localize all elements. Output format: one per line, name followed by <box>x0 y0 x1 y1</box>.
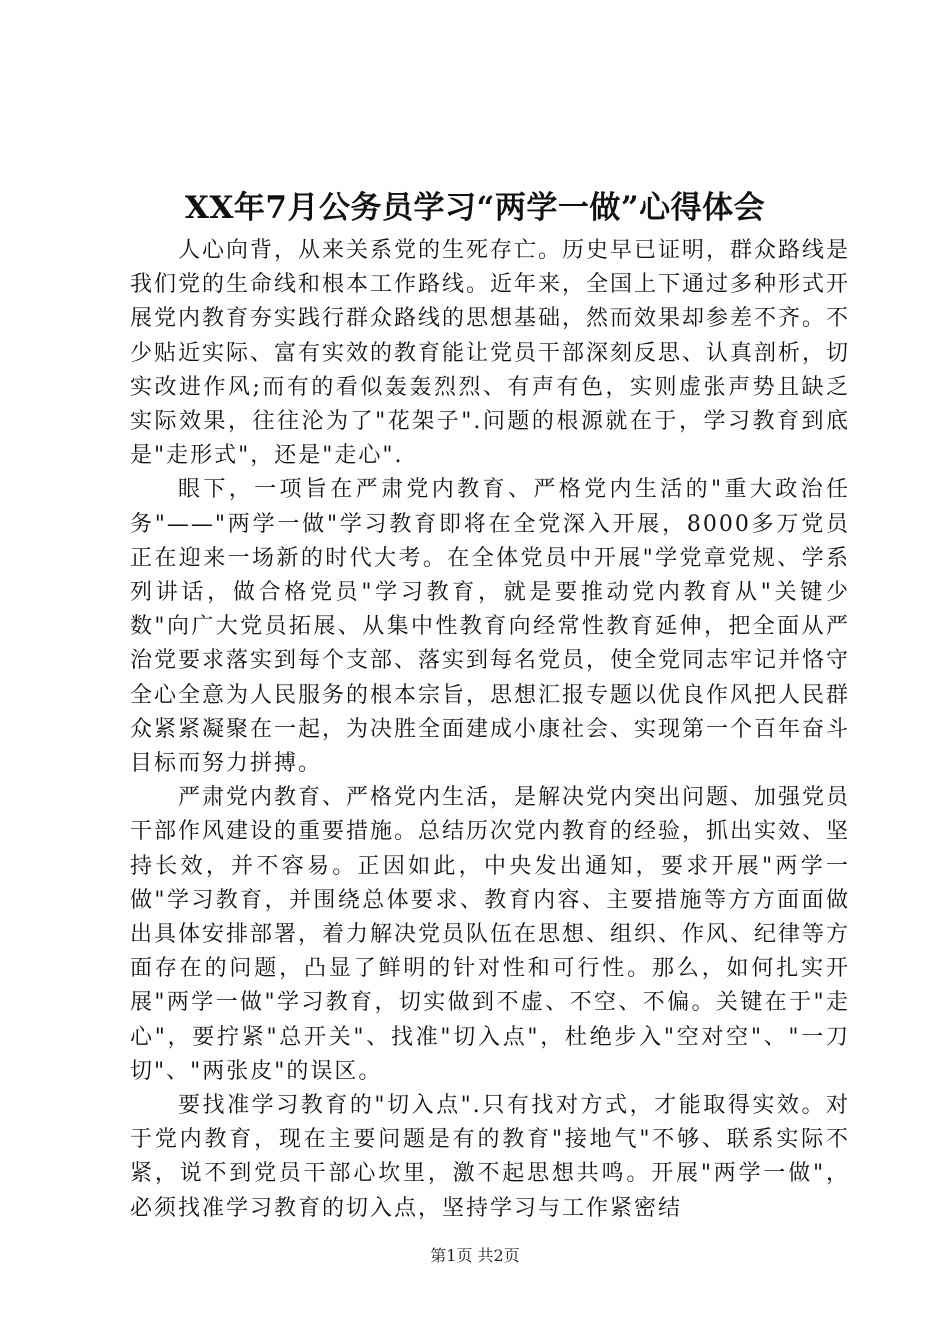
document-title: XX年7月公务员学习“两学一做”心得体会 <box>184 190 766 226</box>
paragraph-1: 人心向背，从来关系党的生死存亡。历史早已证明，群众路线是我们党的生命线和根本工作路线。近年来，全国上下通过多种形式开展党内教育夯实践行群众路线的思想基础，然而效果却参差不齐。不少贴近实际、富有实效的教育能让党员干部深刻反思、认真剖析，切实改进作风;而有的看似轰轰烈烈、有声有色，实则虚张声势且缺乏实际效果，往往沦为了"花架子".问题的根源就在于，学习教育到底是"走形式"，还是"走心". <box>130 238 851 469</box>
paragraph-4: 要找准学习教育的"切入点".只有找对方式，才能取得实效。对于党内教育，现在主要问题是有的教育"接地气"不够、联系实际不紧，说不到党员干部心坎里，激不起思想共鸣。开展"两学一做"，必须找准学习教育的切入点，坚持学习与工作紧密结 <box>130 1093 850 1221</box>
page-number: 第1页 共2页 <box>430 1246 520 1265</box>
document-body <box>130 234 850 1226</box>
paragraph-2: 眼下，一项旨在严肃党内教育、严格党内生活的"重大政治任务"——"两学一做"学习教育即将在全党深入开展，8000多万党员正在迎来一场新的时代大考。在全体党员中开展"学党章党规、学系列讲话，做合格党员"学习教育，就是要推动党内教育从"关键少数"向广大党员拓展、从集中性教育向经常性教育延伸，把全面从严治党要求落实到每个支部、落实到每名党员，使全党同志牢记并恪守全心全意为人民服务的根本宗旨，思想汇报专题以优良作风把人民群众紧紧凝聚在一起，为决胜全面建成小康社会、实现第一个百年奋斗目标而努力拼搏。 <box>130 477 851 777</box>
paragraph-3: 严肃党内教育、严格党内生活，是解决党内突出问题、加强党员干部作风建设的重要措施。总结历次党内教育的经验，抓出实效、坚持长效，并不容易。正因如此，中央发出通知，要求开展"两学一做"学习教育，并围绕总体要求、教育内容、主要措施等方方面面做出具体安排部署，着力解决党员队伍在思想、组织、作风、纪律等方面存在的问题，凸显了鲜明的针对性和可行性。那么，如何扎实开展"两学一做"学习教育，切实做到不虚、不空、不偏。关键在于"走心"，要拧紧"总开关"、找准"切入点"，杜绝步入"空对空"、"一刀切"、"两张皮"的误区。 <box>130 785 851 1084</box>
